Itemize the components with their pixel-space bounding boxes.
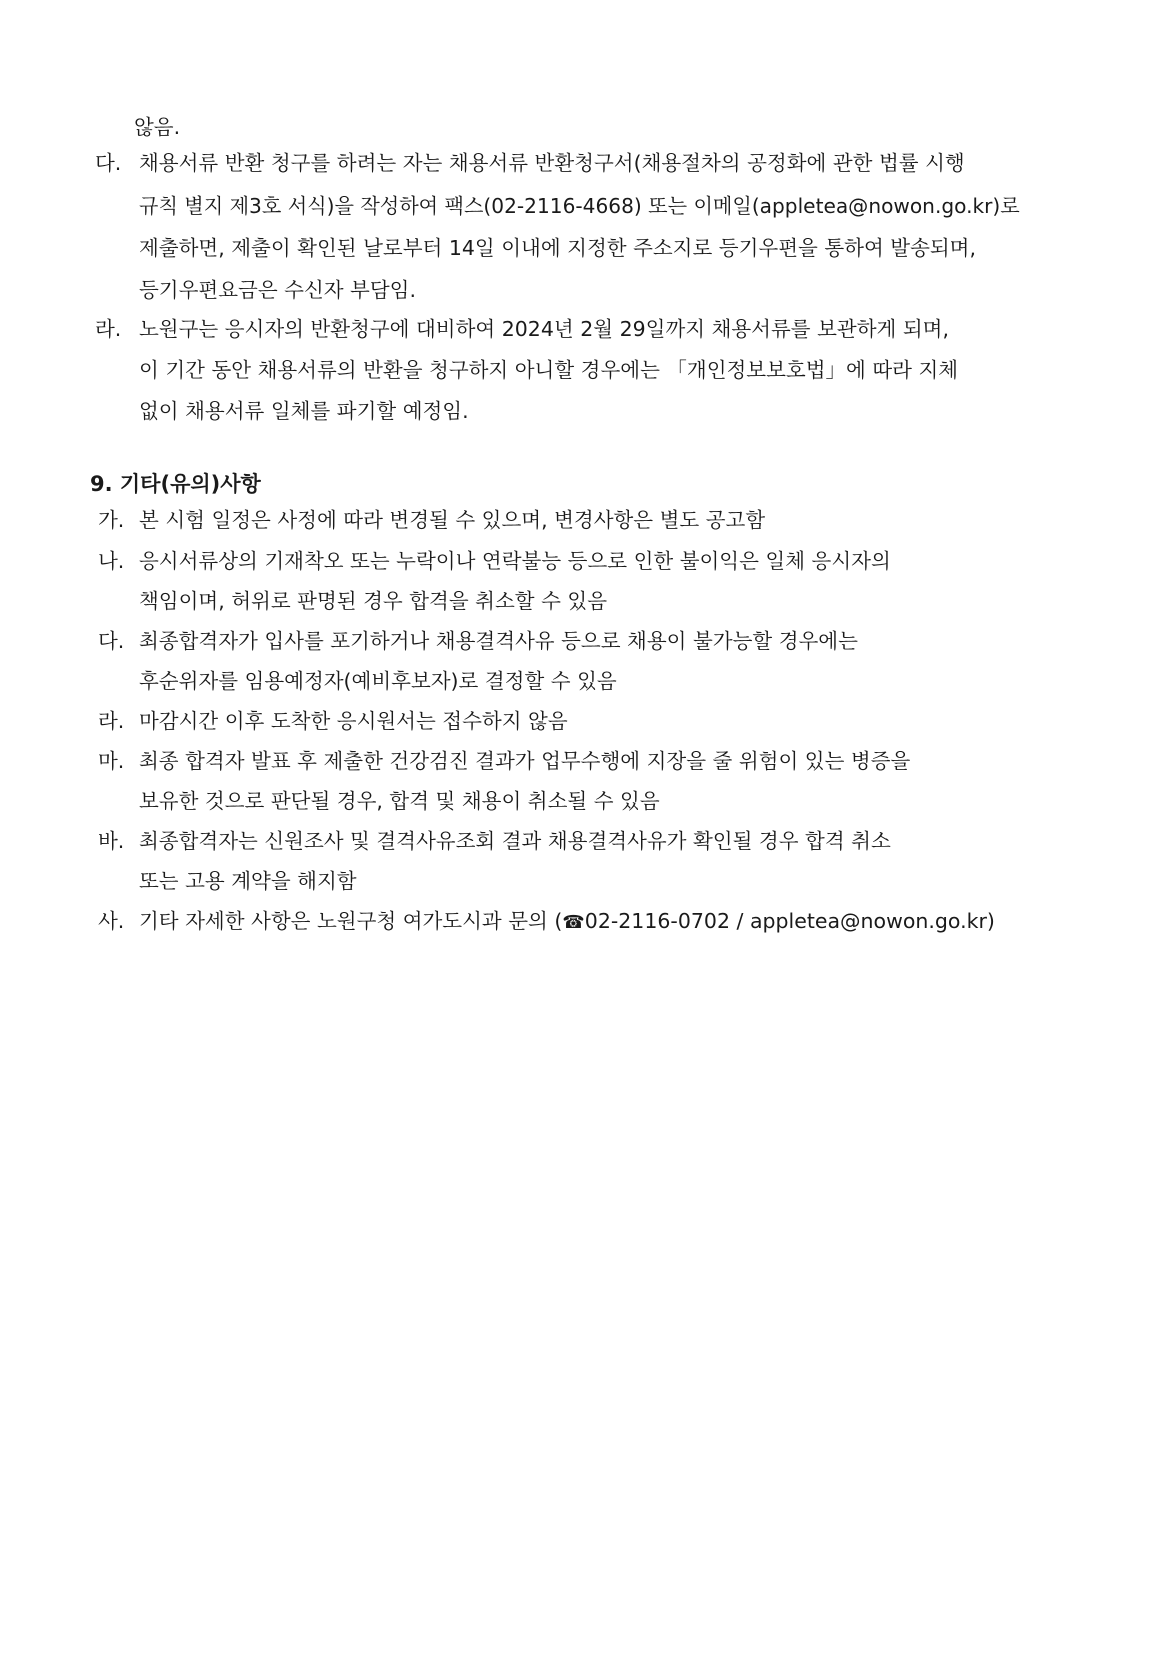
section-heading: 9. 기타(유의)사항 [90, 472, 261, 496]
item-marker-na: 나. [98, 549, 125, 573]
item-ma-line-1: 최종 합격자 발표 후 제출한 건강검진 결과가 업무수행에 지장을 줄 위험이 있는 병증을 [139, 749, 911, 773]
item-ra-line-1: 노원구는 응시자의 반환청구에 대비하여 2024년 2월 29일까지 채용서류를 보관하게 되며, [139, 317, 949, 341]
item-da9-line-2: 후순위자를 임용예정자(예비후보자)로 결정할 수 있음 [139, 669, 617, 693]
item-marker-ba: 바. [98, 829, 125, 853]
item-da9-line-1: 최종합격자가 입사를 포기하거나 채용결격사유 등으로 채용이 불가능할 경우에는 [139, 629, 858, 653]
item-sa-text-before: 기타 자세한 사항은 노원구청 여가도시과 문의 ( [139, 909, 563, 933]
item-ma-line-2: 보유한 것으로 판단될 경우, 합격 및 채용이 취소될 수 있음 [139, 789, 660, 813]
telephone-icon: ☎ [562, 912, 585, 933]
item-sa-text-after: 02-2116-0702 / appletea@nowon.go.kr) [584, 909, 995, 933]
item-marker-da-9: 다. [98, 629, 125, 653]
item-marker-da: 다. [95, 151, 122, 175]
item-da-line-4: 등기우편요금은 수신자 부담임. [139, 278, 416, 302]
item-da-line-3: 제출하면, 제출이 확인된 날로부터 14일 이내에 지정한 주소지로 등기우편을 통하여 발송되며, [139, 236, 976, 260]
item-marker-ra-9: 라. [98, 709, 125, 733]
item-ra9-line-1: 마감시간 이후 도착한 응시원서는 접수하지 않음 [139, 709, 568, 733]
item-da-line-1: 채용서류 반환 청구를 하려는 자는 채용서류 반환청구서(채용절차의 공정화에 관한 법률 시행 [139, 151, 965, 175]
item-na-line-1: 응시서류상의 기재착오 또는 누락이나 연락불능 등으로 인한 불이익은 일체 응시자의 [139, 549, 891, 573]
item-ra-line-3: 없이 채용서류 일체를 파기할 예정임. [139, 399, 469, 423]
item-ra-line-2: 이 기간 동안 채용서류의 반환을 청구하지 아니할 경우에는 「개인정보보호법」에 따라 지체 [139, 358, 959, 382]
item-ba-line-1: 최종합격자는 신원조사 및 결격사유조회 결과 채용결격사유가 확인될 경우 합격 취소 [139, 829, 891, 853]
item-marker-sa: 사. [98, 909, 125, 933]
item-da-line-2: 규칙 별지 제3호 서식)을 작성하여 팩스(02-2116-4668) 또는 이메일(appletea@nowon.go.kr)로 [139, 194, 1020, 218]
item-ga-line-1: 본 시험 일정은 사정에 따라 변경될 수 있으며, 변경사항은 별도 공고함 [139, 508, 766, 532]
continued-text: 않음. [134, 115, 181, 139]
item-sa-line-1 [139, 906, 995, 938]
item-ba-line-2: 또는 고용 계약을 해지함 [139, 869, 357, 893]
item-marker-ma: 마. [98, 749, 125, 773]
item-marker-ga: 가. [98, 508, 125, 532]
item-marker-ra: 라. [95, 317, 122, 341]
item-na-line-2: 책임이며, 허위로 판명된 경우 합격을 취소할 수 있음 [139, 589, 607, 613]
